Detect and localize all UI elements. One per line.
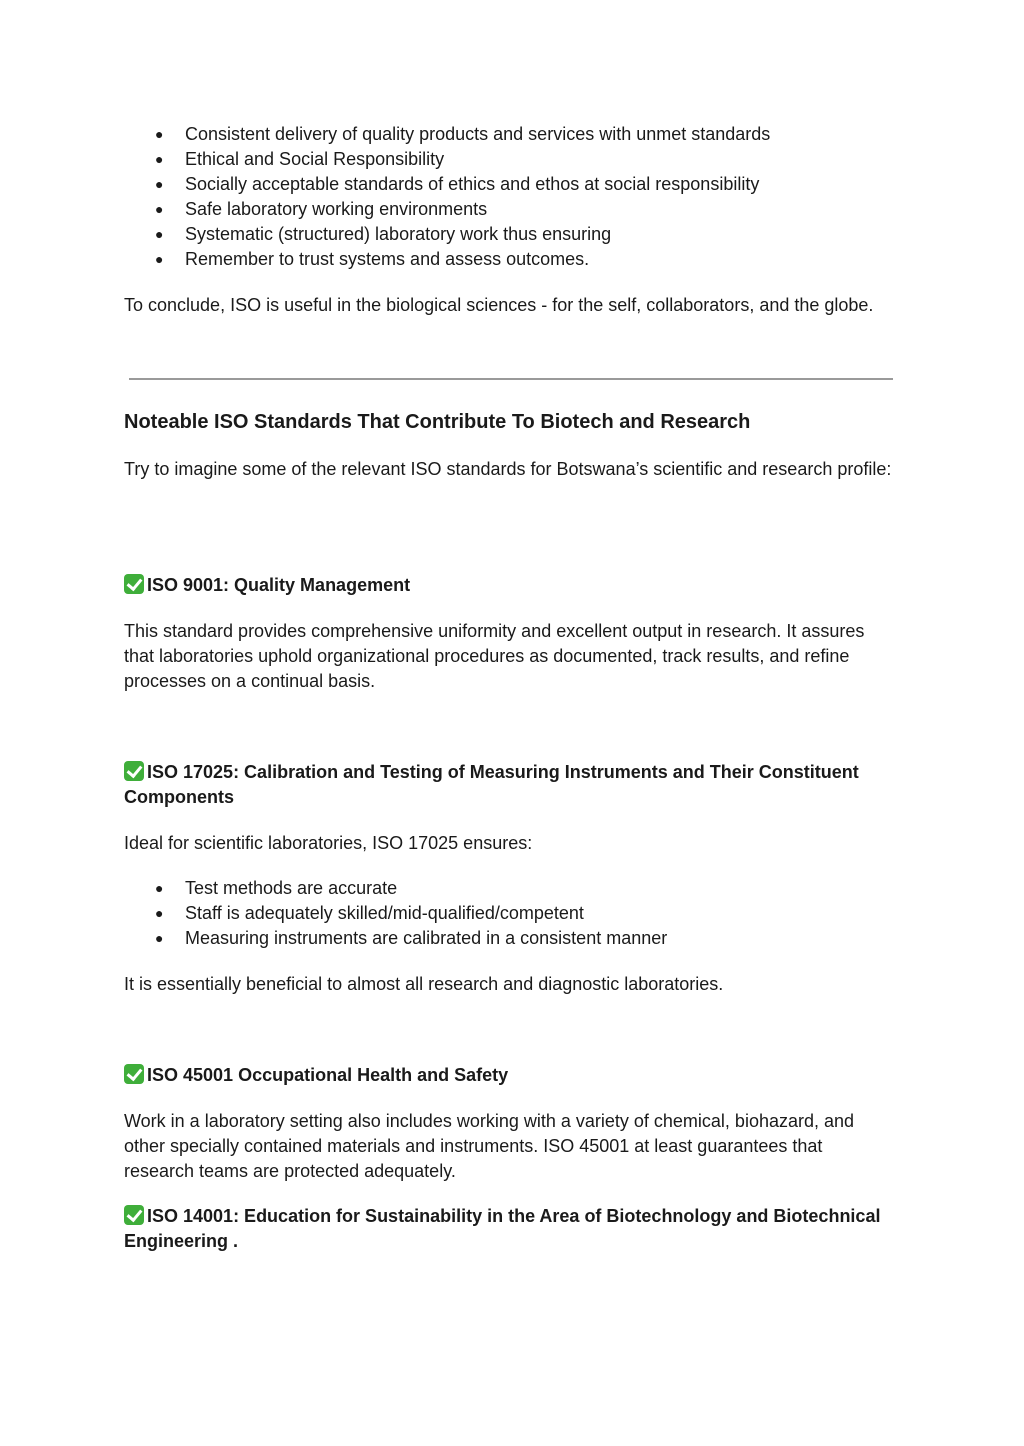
iso-17025-bullet-list — [124, 876, 896, 951]
check-mark-button-icon — [124, 1205, 144, 1225]
bullet-icon: ● — [155, 226, 164, 242]
list-item: ● Systematic (structured) laboratory work thus ensuring — [124, 222, 896, 247]
bullet-icon: ● — [155, 151, 164, 167]
bullet-icon: ● — [155, 880, 164, 896]
standard-heading-iso-17025: ISO 17025: Calibration and Testing of Measuring Instruments and Their Constituent Components — [124, 762, 859, 807]
standard-heading-iso-9001: ISO 9001: Quality Management — [124, 573, 896, 598]
standard-heading-iso-45001: ISO 45001 Occupational Health and Safety — [124, 1063, 896, 1088]
list-item: ● Measuring instruments are calibrated in a consistent manner — [124, 926, 896, 951]
list-item: ● Socially acceptable standards of ethics and ethos at social responsibility — [124, 172, 896, 197]
section-heading: Noteable ISO Standards That Contribute To Biotech and Research — [124, 411, 751, 433]
standard-heading-iso-14001: ISO 14001: Education for Sustainability in the Area of Biotechnology and Biotechnical Engineering . — [124, 1206, 881, 1251]
check-mark-button-icon — [124, 574, 144, 594]
bullet-icon: ● — [155, 201, 164, 217]
standard-body-iso-45001: Work in a laboratory setting also includes working with a variety of chemical, biohazard, and other specially contained materials and instruments. ISO 45001 at least guarantees that research teams are protected adequately. — [124, 1111, 855, 1181]
bullet-icon: ● — [155, 251, 164, 267]
list-item: ● Staff is adequately skilled/mid-qualified/competent — [124, 901, 896, 926]
check-mark-button-icon — [124, 1064, 144, 1084]
list-item: ● Remember to trust systems and assess outcomes. — [124, 247, 896, 272]
bullet-icon: ● — [155, 930, 164, 946]
bullet-icon: ● — [155, 126, 164, 142]
horizontal-divider — [129, 378, 893, 380]
intro-bullet-list — [124, 122, 896, 272]
bullet-icon: ● — [155, 905, 164, 921]
check-mark-button-icon — [124, 761, 144, 781]
section-intro-paragraph: Try to imagine some of the relevant ISO standards for Botswana’s scientific and research profile: — [124, 459, 892, 479]
bullet-icon: ● — [155, 176, 164, 192]
standard-after-iso-17025: It is essentially beneficial to almost all research and diagnostic laboratories. — [124, 974, 724, 994]
conclusion-paragraph: To conclude, ISO is useful in the biological sciences - for the self, collaborators, and the globe. — [124, 295, 874, 315]
list-item: ● Test methods are accurate — [124, 876, 896, 901]
list-item: ● Safe laboratory working environments — [124, 197, 896, 222]
list-item: ● Consistent delivery of quality products and services with unmet standards — [124, 122, 896, 147]
standard-body-iso-9001: This standard provides comprehensive uniformity and excellent output in research. It assures that laboratories uphold organizational procedures as documented, track results, and refine processes on a continual basis. — [124, 621, 865, 691]
standard-body-iso-17025: Ideal for scientific laboratories, ISO 17025 ensures: — [124, 833, 533, 853]
list-item: ● Ethical and Social Responsibility — [124, 147, 896, 172]
